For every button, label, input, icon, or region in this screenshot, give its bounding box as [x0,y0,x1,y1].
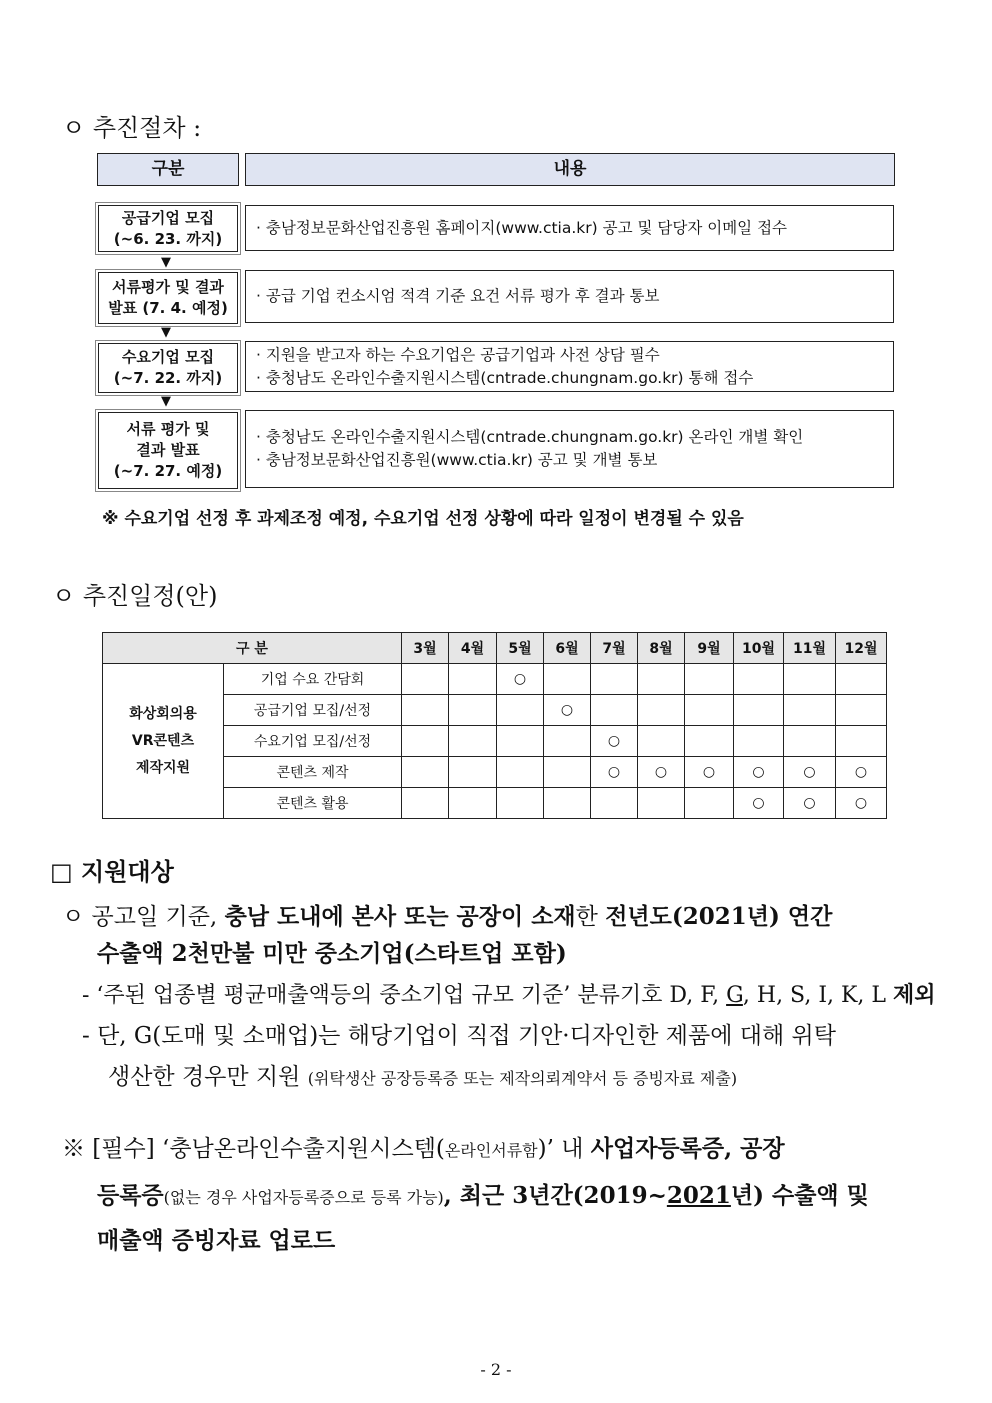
schedule-month-cell [685,664,734,695]
text-span: , 최근 3년간(2019~ [443,1182,667,1209]
schedule-month-cell [836,757,887,788]
schedule-month-cell [734,788,784,819]
schedule-month-cell [638,726,685,757]
step-label-line: 서류 평가 및 [126,420,210,438]
schedule-month-cell [638,788,685,819]
schedule-category-header: 구 분 [103,633,402,664]
text-span: 한 [575,904,606,930]
schedule-mark: ○ [803,795,816,811]
step-content-1 [245,205,894,251]
required-line-3: 매출액 증빙자료 업로드 [97,1227,336,1254]
page-number: - 2 - [480,1360,512,1379]
schedule-heading: ㅇ 추진일정(안) [52,582,218,610]
step-label-line: (~6. 23. 까지) [113,229,223,248]
support-section-title: □ 지원대상 [50,858,174,886]
schedule-mark: ○ [854,764,868,780]
step-label-line: 발표 (7. 4. 예정) [108,299,228,317]
schedule-month-cell [734,695,784,726]
support-line-2: 수출액 2천만불 미만 중소기업(스타트업 포함) [97,940,567,967]
schedule-group-label [103,664,224,819]
step-item: · 충남정보문화산업진흥원(www.ctia.kr) 공고 및 개별 통보 [256,451,658,469]
schedule-month-cell [402,664,449,695]
schedule-month-cell [402,757,449,788]
schedule-month-cell [685,788,734,819]
schedule-month-cell [734,726,784,757]
schedule-month-cell [497,726,544,757]
schedule-month-cell [402,788,449,819]
schedule-month-cell [544,757,591,788]
text-span: ※ [필수] ‘충남온라인수출지원시스템( [62,1136,445,1162]
procedure-header-category: 구분 [97,153,239,186]
procedure-note: ※ 수요기업 선정 후 과제조정 예정, 수요기업 선정 상황에 따라 일정이 변경될 수 있음 [102,509,744,529]
step-item: · 충청남도 온라인수출지원시스템(cntrade.chungnam.go.kr) 통해 접수 [256,368,754,387]
schedule-mark: ○ [752,764,765,780]
schedule-task-cell: 기업 수요 간담회 [224,664,402,695]
text-span: 전년도(2021년) 연간 [605,903,833,930]
support-line-1 [62,898,832,931]
schedule-month-cell [591,726,638,757]
step-label-1 [98,205,238,252]
text-span: 사업자등록증, 공장 [590,1135,785,1162]
support-exception-line: - 단, G(도매 및 소매업)는 해당기업이 직접 기안·디자인한 제품에 대해 위탁 [82,1023,836,1049]
text-span: 충남 도내에 본사 또는 공장이 소재 [224,903,576,930]
step-item: · 충청남도 온라인수출지원시스템(cntrade.chungnam.go.kr) 온라인 개별 확인 [256,428,804,446]
schedule-month-cell [685,726,734,757]
schedule-table [102,632,887,819]
text-span: 2021 [666,1182,731,1209]
schedule-mark: ○ [560,702,574,718]
schedule-month-cell [402,695,449,726]
step-label-4 [98,412,238,489]
step-label-line: 결과 발표 [136,441,200,459]
schedule-month-cell [497,757,544,788]
step-label-line: 공급기업 모집 [121,208,215,227]
schedule-month-cell [836,695,887,726]
step-item: · 지원을 받고자 하는 수요기업은 공급기업과 사전 상담 필수 [256,345,660,364]
step-content-4 [245,410,894,488]
schedule-month-cell [497,664,544,695]
text-span: (없는 경우 사업자등록증으로 등록 가능) [163,1188,444,1207]
schedule-month-cell [784,726,836,757]
required-line-2 [97,1177,869,1210]
schedule-month-cell [402,726,449,757]
month-header: 7월 [591,633,638,664]
text-span: )’ 내 [537,1136,591,1162]
text-span: 년) 수출액 및 [730,1182,869,1209]
month-header: 12월 [836,633,887,664]
schedule-task-cell: 공급기업 모집/선정 [224,695,402,726]
schedule-month-cell [638,757,685,788]
text-span: 제외 [893,982,936,1008]
month-header: 4월 [449,633,497,664]
month-header: 10월 [734,633,784,664]
schedule-month-cell [784,757,836,788]
group-label-line: 제작지원 [135,759,191,776]
schedule-task-cell: 수요기업 모집/선정 [224,726,402,757]
required-line-1 [62,1130,785,1163]
month-header: 8월 [638,633,685,664]
schedule-mark: ○ [854,795,868,811]
step-item: · 충남정보문화산업진흥원 홈페이지(www.ctia.kr) 공고 및 담당자 이메일 접수 [256,218,788,237]
schedule-month-cell [685,757,734,788]
schedule-month-cell [638,695,685,726]
text-span: 생산한 경우만 지원 [108,1064,308,1090]
step-content-2 [245,270,894,323]
text-span: G [726,983,743,1008]
step-label-line: 서류평가 및 결과 [112,278,224,296]
schedule-month-cell [449,664,497,695]
schedule-month-cell [591,695,638,726]
step-label-2 [98,272,238,324]
schedule-task-cell: 콘텐츠 활용 [224,788,402,819]
schedule-mark: ○ [513,671,527,687]
schedule-mark: ○ [752,795,765,811]
step-label-line: (~7. 22. 까지) [113,369,223,387]
schedule-month-cell [836,664,887,695]
text-span: - ‘주된 업종별 평균매출액등의 중소기업 규모 기준’ 분류기호 D, F, [82,983,727,1008]
month-header: 11월 [784,633,836,664]
month-header: 3월 [402,633,449,664]
schedule-month-cell [734,664,784,695]
schedule-month-cell [784,788,836,819]
schedule-task-cell: 콘텐츠 제작 [224,757,402,788]
schedule-month-cell [449,788,497,819]
step-label-line: 수요기업 모집 [121,348,215,366]
schedule-month-cell [591,664,638,695]
schedule-month-cell [449,695,497,726]
schedule-month-cell [497,695,544,726]
schedule-month-cell [638,664,685,695]
step-label-line: (~7. 27. 예정) [113,462,223,480]
group-label-line: VR콘텐츠 [131,732,195,749]
procedure-header-content: 내용 [245,153,895,186]
schedule-mark: ○ [607,764,621,780]
month-header: 6월 [544,633,591,664]
down-arrow-icon: ▼ [161,255,171,270]
schedule-month-cell [544,695,591,726]
step-item: · 공급 기업 컨소시엄 적격 기준 요건 서류 평가 후 결과 통보 [256,287,660,305]
schedule-month-cell [784,664,836,695]
schedule-month-cell [836,726,887,757]
step-label-3 [98,343,238,393]
schedule-row [103,664,887,695]
support-exception-line-2 [108,1058,737,1091]
text-span: 온라인서류함 [444,1141,538,1160]
schedule-month-cell [591,757,638,788]
schedule-month-cell [784,695,836,726]
schedule-mark: ○ [803,764,816,780]
text-span: , H, S, I, K, L [742,983,894,1008]
schedule-mark: ○ [607,733,621,749]
support-exclusion-line [82,978,936,1009]
schedule-mark: ○ [702,764,716,780]
text-span: (위탁생산 공장등록증 또는 제작의뢰계약서 등 증빙자료 제출) [307,1069,738,1088]
schedule-month-cell [449,757,497,788]
down-arrow-icon: ▼ [161,325,171,340]
schedule-month-cell [836,788,887,819]
schedule-month-cell [685,695,734,726]
schedule-month-cell [591,788,638,819]
schedule-month-cell [449,726,497,757]
schedule-month-cell [544,664,591,695]
month-header: 5월 [497,633,544,664]
group-label-line: 화상회의용 [129,705,197,722]
step-content-3 [245,341,894,392]
schedule-month-cell [544,726,591,757]
text-span: ㅇ 공고일 기준, [62,904,225,930]
month-header: 9월 [685,633,734,664]
schedule-mark: ○ [654,764,668,780]
schedule-month-cell [497,788,544,819]
schedule-header-row [103,633,887,664]
text-span: 등록증 [97,1182,164,1209]
schedule-month-cell [734,757,784,788]
procedure-heading: ㅇ 추진절차 : [62,114,202,142]
down-arrow-icon: ▼ [161,394,171,409]
schedule-month-cell [544,788,591,819]
